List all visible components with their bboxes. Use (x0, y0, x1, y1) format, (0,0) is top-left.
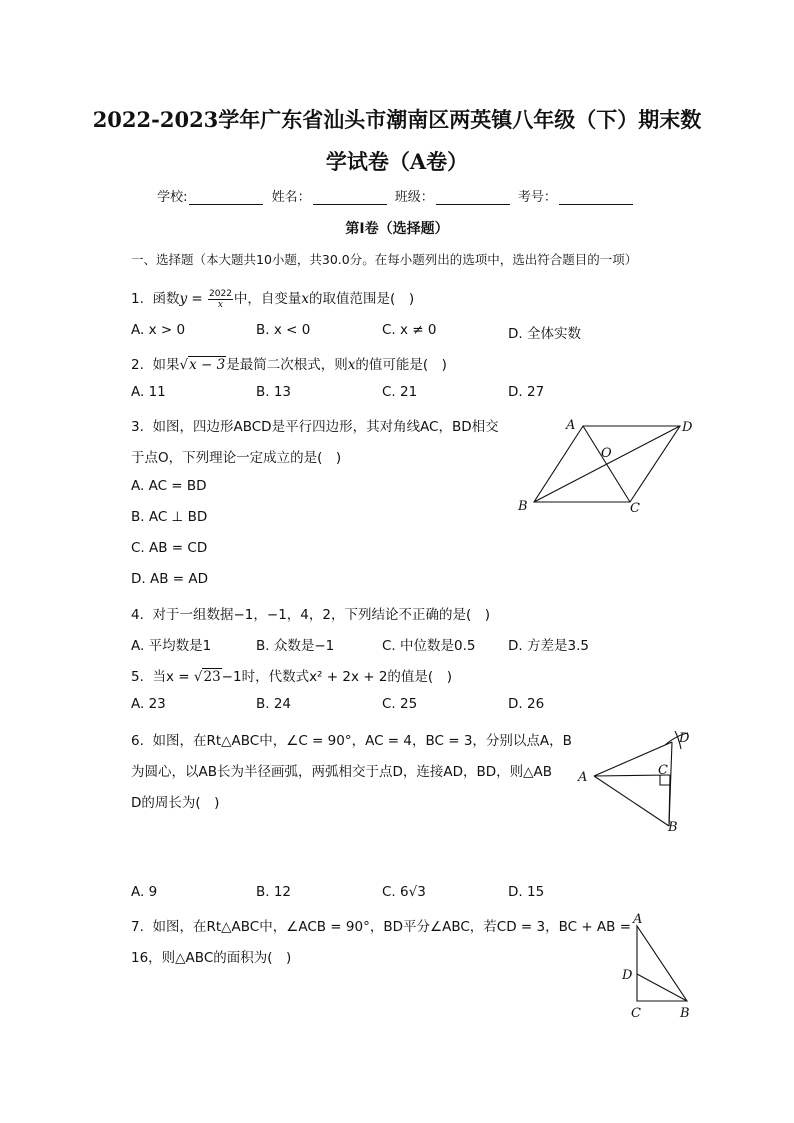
question-6-line2: 为圆心，以AB长为半径画弧，两弧相交于点D，连接AD，BD，则△AB (131, 764, 553, 780)
option-a[interactable]: A. AC = BD (131, 478, 207, 494)
math-var: x (347, 357, 356, 373)
label-d: D (682, 420, 693, 435)
question-5 (131, 665, 452, 685)
option-d[interactable]: D. 方差是3.5 (508, 638, 589, 654)
parallelogram-lines (534, 426, 680, 502)
option-d[interactable]: D. 27 (508, 384, 545, 400)
label-b: B (668, 820, 678, 835)
sqrt-sign: √ (179, 357, 189, 373)
question-3 (131, 415, 499, 435)
option-a[interactable]: A. 平均数是1 (131, 638, 212, 654)
question-text: 中，自变量 (233, 291, 302, 307)
question-text: 如图，四边形ABCD是平行四边形，其对角线AC，BD相交 (152, 419, 499, 435)
name-label: 姓名： (271, 190, 311, 205)
option-b[interactable]: B. 12 (256, 884, 292, 900)
diagonal-bd (534, 426, 680, 502)
option-c[interactable]: C. 21 (382, 384, 418, 400)
option-b[interactable]: B. 众数是−1 (256, 638, 335, 654)
right-triangle-figure (618, 912, 698, 1022)
label-d: D (622, 968, 633, 983)
question-text: −1时，代数式x² + 2x + 2的值是( ) (221, 669, 452, 685)
question-number: 7. (131, 919, 144, 935)
question-number: 1. (131, 291, 144, 307)
question-text: 的值可能是( ) (355, 357, 447, 373)
school-label: 学校: (157, 190, 188, 205)
question-text: 的取值范围是( ) (309, 291, 415, 307)
option-b[interactable]: B. 13 (256, 384, 292, 400)
triangle-abd-figure (575, 727, 700, 837)
label-a: A (578, 770, 588, 785)
sqrt-radicand: 23 (203, 669, 221, 685)
class-label: 班级： (394, 190, 434, 205)
question-text: 对于一组数据−1，−1，4，2，下列结论不正确的是( ) (152, 607, 490, 623)
label-o: O (601, 446, 612, 461)
triangle-abc (637, 926, 687, 1001)
label-a: A (566, 418, 576, 433)
option-a[interactable]: A. 11 (131, 384, 166, 400)
question-2 (131, 353, 447, 373)
label-b: B (518, 499, 528, 514)
option-a[interactable]: A. 23 (131, 696, 166, 712)
question-6 (131, 729, 572, 749)
option-c[interactable]: C. 6√3 (382, 884, 426, 900)
option-b[interactable]: B. AC ⊥ BD (131, 509, 208, 525)
exam-no-label: 考号： (517, 190, 557, 205)
question-7-line2: 16，则△ABC的面积为( ) (131, 950, 292, 966)
triangle-lines (594, 731, 688, 826)
question-number: 5. (131, 669, 144, 685)
fraction (208, 289, 233, 310)
question-text: 如果 (152, 357, 180, 373)
fraction-denominator: x (217, 299, 223, 310)
question-3-line2: 于点O，下列理论一定成立的是( ) (131, 450, 342, 466)
school-blank[interactable] (189, 190, 263, 205)
segment-bd (637, 974, 687, 1001)
label-b: B (680, 1006, 690, 1021)
name-blank[interactable] (313, 190, 387, 205)
math-var: x (301, 291, 310, 307)
segment-ab (594, 776, 669, 826)
question-text: 如图，在Rt△ABC中，∠ACB = 90°，BD平分∠ABC，若CD = 3，BC + AB = (152, 919, 632, 935)
parallelogram-figure (510, 412, 700, 518)
exam-title-line2: 学试卷（A卷） (325, 149, 469, 174)
question-4 (131, 603, 490, 623)
option-d[interactable]: D. AB = AD (131, 571, 208, 587)
question-6-line3: D的周长为( ) (131, 795, 220, 811)
question-number: 2. (131, 357, 144, 373)
option-c[interactable]: C. x ≠ 0 (382, 322, 437, 338)
option-b[interactable]: B. 24 (256, 696, 292, 712)
question-number: 3. (131, 419, 144, 435)
sqrt-radicand: x − 3 (189, 357, 226, 373)
question-number: 4. (131, 607, 144, 623)
exam-no-blank[interactable] (559, 190, 633, 205)
label-c: C (658, 763, 668, 778)
label-a: A (633, 912, 643, 927)
label-c: C (631, 1006, 641, 1021)
section-title: 第I卷（选择题） (345, 221, 449, 237)
option-d[interactable]: D. 全体实数 (508, 326, 581, 342)
right-triangle-lines (637, 926, 687, 1001)
exam-title-line1: 2022-2023学年广东省汕头市潮南区两英镇八年级（下）期末数 (92, 107, 702, 132)
question-text: 是最简二次根式，则 (226, 357, 348, 373)
fraction-numerator: 2022 (209, 288, 232, 299)
question-number: 6. (131, 733, 144, 749)
option-c[interactable]: C. AB = CD (131, 540, 208, 556)
section-instruction: 一、选择题（本大题共10小题，共30.0分。在每小题列出的选项中，选出符合题目的一项） (131, 252, 638, 267)
label-d: D (679, 731, 690, 746)
math-expr: y = (179, 291, 208, 307)
question-1 (131, 287, 414, 310)
option-a[interactable]: A. x > 0 (131, 322, 186, 338)
question-text: 函数 (152, 291, 180, 307)
option-d[interactable]: D. 26 (508, 696, 545, 712)
class-blank[interactable] (436, 190, 510, 205)
option-a[interactable]: A. 9 (131, 884, 158, 900)
question-text: 如图，在Rt△ABC中，∠C = 90°，AC = 4，BC = 3，分别以点A，B (152, 733, 572, 749)
option-d[interactable]: D. 15 (508, 884, 545, 900)
student-info-row (0, 186, 794, 205)
question-7 (131, 915, 631, 935)
option-c[interactable]: C. 25 (382, 696, 418, 712)
option-b[interactable]: B. x < 0 (256, 322, 311, 338)
question-text: 当x = (152, 669, 194, 685)
option-c[interactable]: C. 中位数是0.5 (382, 638, 476, 654)
label-c: C (630, 501, 640, 516)
sqrt-sign: √ (193, 669, 203, 685)
